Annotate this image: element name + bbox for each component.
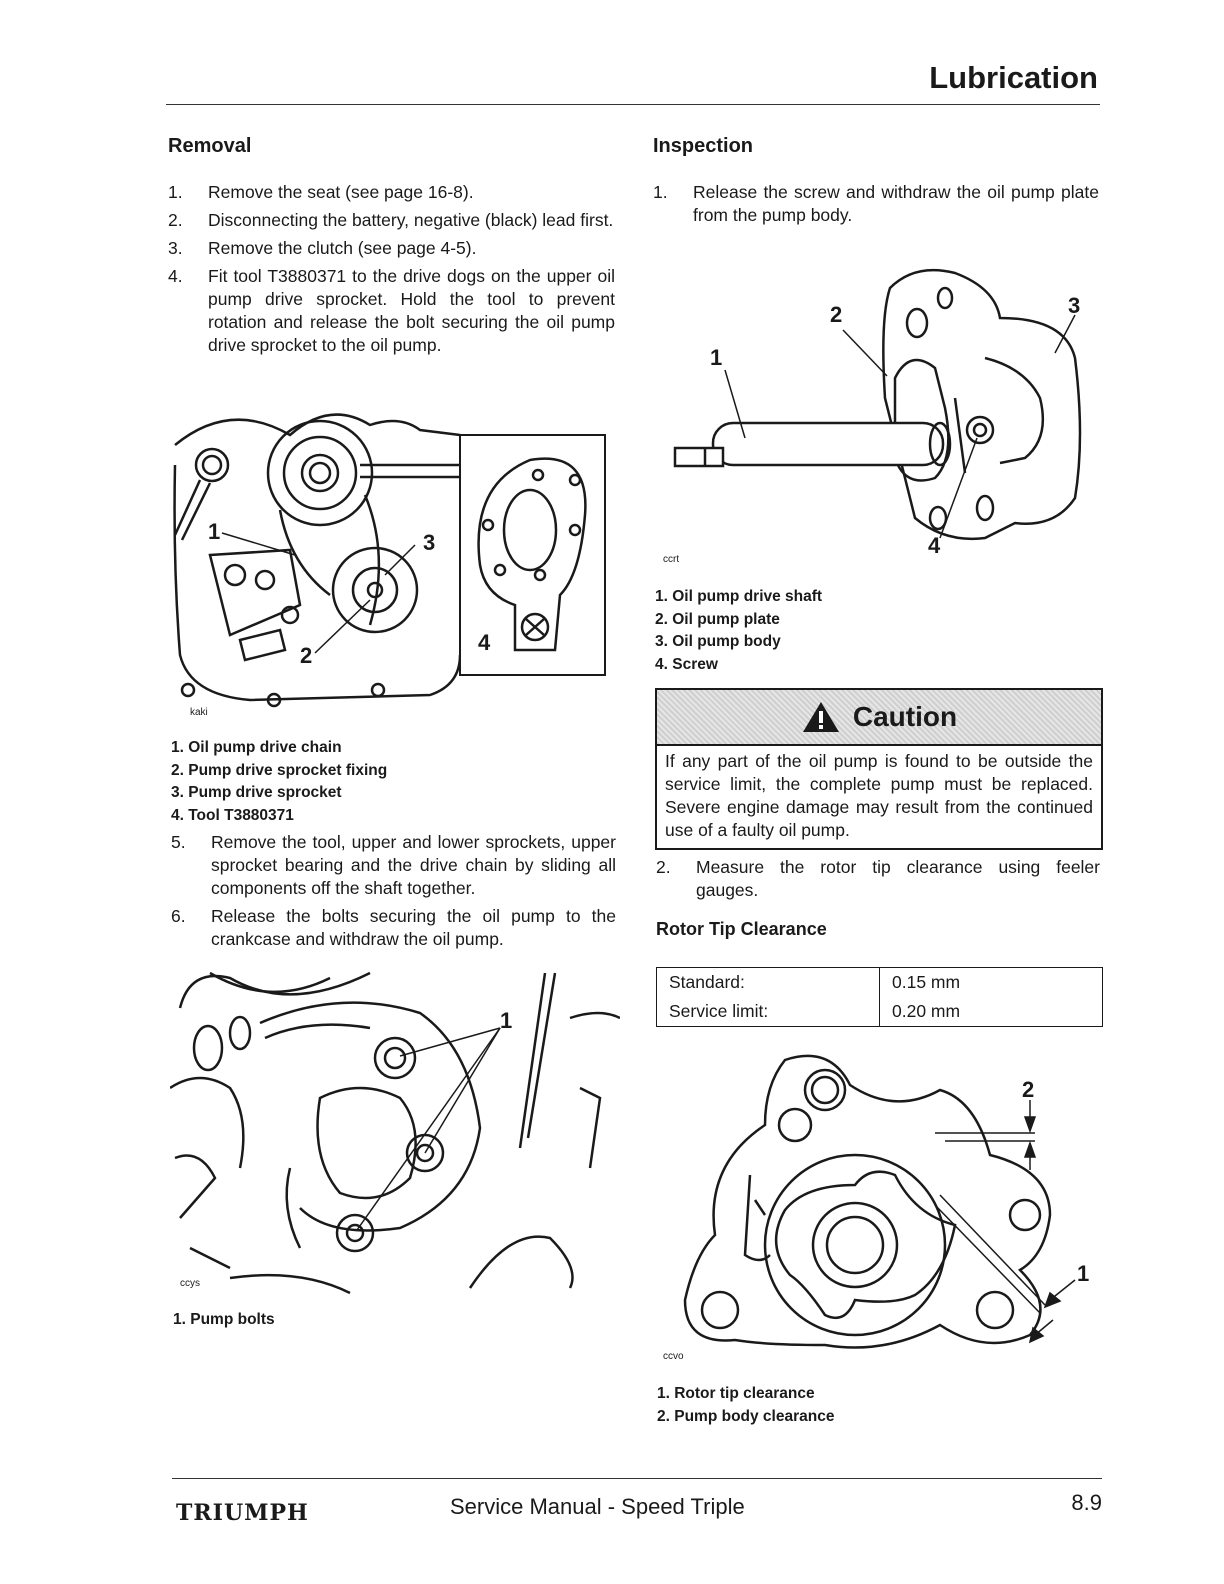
removal-steps-a <box>168 181 615 362</box>
manual-title: Service Manual - Speed Triple <box>450 1494 745 1519</box>
legend-rotor <box>657 1383 834 1428</box>
callout-2: 2 <box>1022 1077 1035 1102</box>
warning-triangle-icon <box>801 700 841 734</box>
figure-pump-parts <box>655 258 1100 570</box>
page-header <box>166 60 1100 105</box>
pump-bolts-illustration <box>170 968 620 1298</box>
figure-code: ccys <box>180 1278 200 1289</box>
figure-code: ccrt <box>663 554 680 565</box>
page-number: 8.9 <box>1071 1490 1102 1515</box>
callout-2: 2 <box>300 643 313 668</box>
legend-item: 3. Pump drive sprocket <box>171 784 342 801</box>
legend-item: 2. Pump body clearance <box>657 1407 835 1425</box>
caution-box <box>655 688 1103 850</box>
callout-4: 4 <box>478 630 491 655</box>
removal-title: Removal <box>168 135 252 157</box>
drive-chain-illustration <box>170 405 620 720</box>
callout-2: 2 <box>830 302 843 327</box>
figure-rotor <box>655 1045 1100 1365</box>
pump-parts-illustration <box>655 258 1100 570</box>
callout-1: 1 <box>208 519 221 544</box>
removal-steps-b <box>171 831 616 956</box>
legend-pump-parts <box>655 586 822 676</box>
list-item: 2. Disconnecting the battery, negative (black) lead first. <box>168 210 614 230</box>
list-item: 4. Fit tool T3880371 to the drive dogs on the upper oil pump drive sprocket. Hold the tool to prevent rotation and release the bolt securing the oil pump drive sprocket to the oil pump. <box>168 266 615 355</box>
legend-drive-chain <box>171 737 387 827</box>
table-row <box>657 968 1103 998</box>
callout-1: 1 <box>710 345 723 370</box>
table-row <box>657 997 1103 1027</box>
table-cell-value: 0.15 mm <box>880 968 1103 998</box>
legend-item: 1. Oil pump drive chain <box>171 739 342 756</box>
legend-item: 1. Pump bolts <box>173 1311 275 1328</box>
legend-item: 1. Oil pump drive shaft <box>655 588 823 605</box>
table-cell-label: Standard: <box>657 968 880 998</box>
list-item: 2. Measure the rotor tip clearance using feeler gauges. <box>656 857 1100 900</box>
table-cell-label: Service limit: <box>657 997 880 1027</box>
caution-header <box>657 690 1101 746</box>
legend-item: 4. Tool T3880371 <box>171 806 294 824</box>
inspection-steps-a <box>653 181 1099 232</box>
table-cell-value: 0.20 mm <box>880 997 1103 1027</box>
list-item: 6. Release the bolts securing the oil pump to the crankcase and withdraw the oil pump. <box>171 906 616 949</box>
figure-code: ccvo <box>663 1351 684 1362</box>
figure-drive-chain <box>170 405 620 720</box>
list-item: 5. Remove the tool, upper and lower sprockets, upper sprocket bearing and the drive chain by sliding all components off the shaft together. <box>171 832 616 898</box>
callout-3: 3 <box>423 530 436 555</box>
legend-item: 1. Rotor tip clearance <box>657 1385 815 1402</box>
caution-title: Caution <box>852 701 958 732</box>
brand-logo: TRIUMPH <box>176 1500 309 1526</box>
legend-item: 3. Oil pump body <box>655 633 781 650</box>
rotor-illustration <box>655 1045 1100 1365</box>
callout-3: 3 <box>1068 293 1081 318</box>
chapter-title: Lubrication <box>929 60 1098 95</box>
legend-item: 4. Screw <box>655 655 718 673</box>
inspection-title: Inspection <box>653 135 754 157</box>
figure-code: kaki <box>190 707 208 718</box>
list-item: 1. Remove the seat (see page 16-8). <box>168 182 474 202</box>
callout-4: 4 <box>928 533 941 558</box>
spec-title: Rotor Tip Clearance <box>656 919 827 939</box>
list-item: 3. Remove the clutch (see page 4-5). <box>168 238 477 258</box>
legend-item: 2. Pump drive sprocket fixing <box>171 761 388 779</box>
footer-rule <box>172 1478 1102 1479</box>
list-item: 1. Release the screw and withdraw the oil pump plate from the pump body. <box>653 182 1099 225</box>
legend-pump-bolts <box>173 1309 275 1332</box>
callout-1: 1 <box>500 1008 513 1033</box>
inspection-steps-b <box>656 856 1100 907</box>
caution-text: If any part of the oil pump is found to be outside the service limit, the complete pump must be replaced. Severe engine damage may result from the continued use of a faulty oil pump. <box>665 751 1093 840</box>
legend-item: 2. Oil pump plate <box>655 610 780 628</box>
figure-pump-bolts <box>170 968 620 1298</box>
callout-1: 1 <box>1077 1261 1090 1286</box>
clearance-table <box>656 967 1103 1027</box>
